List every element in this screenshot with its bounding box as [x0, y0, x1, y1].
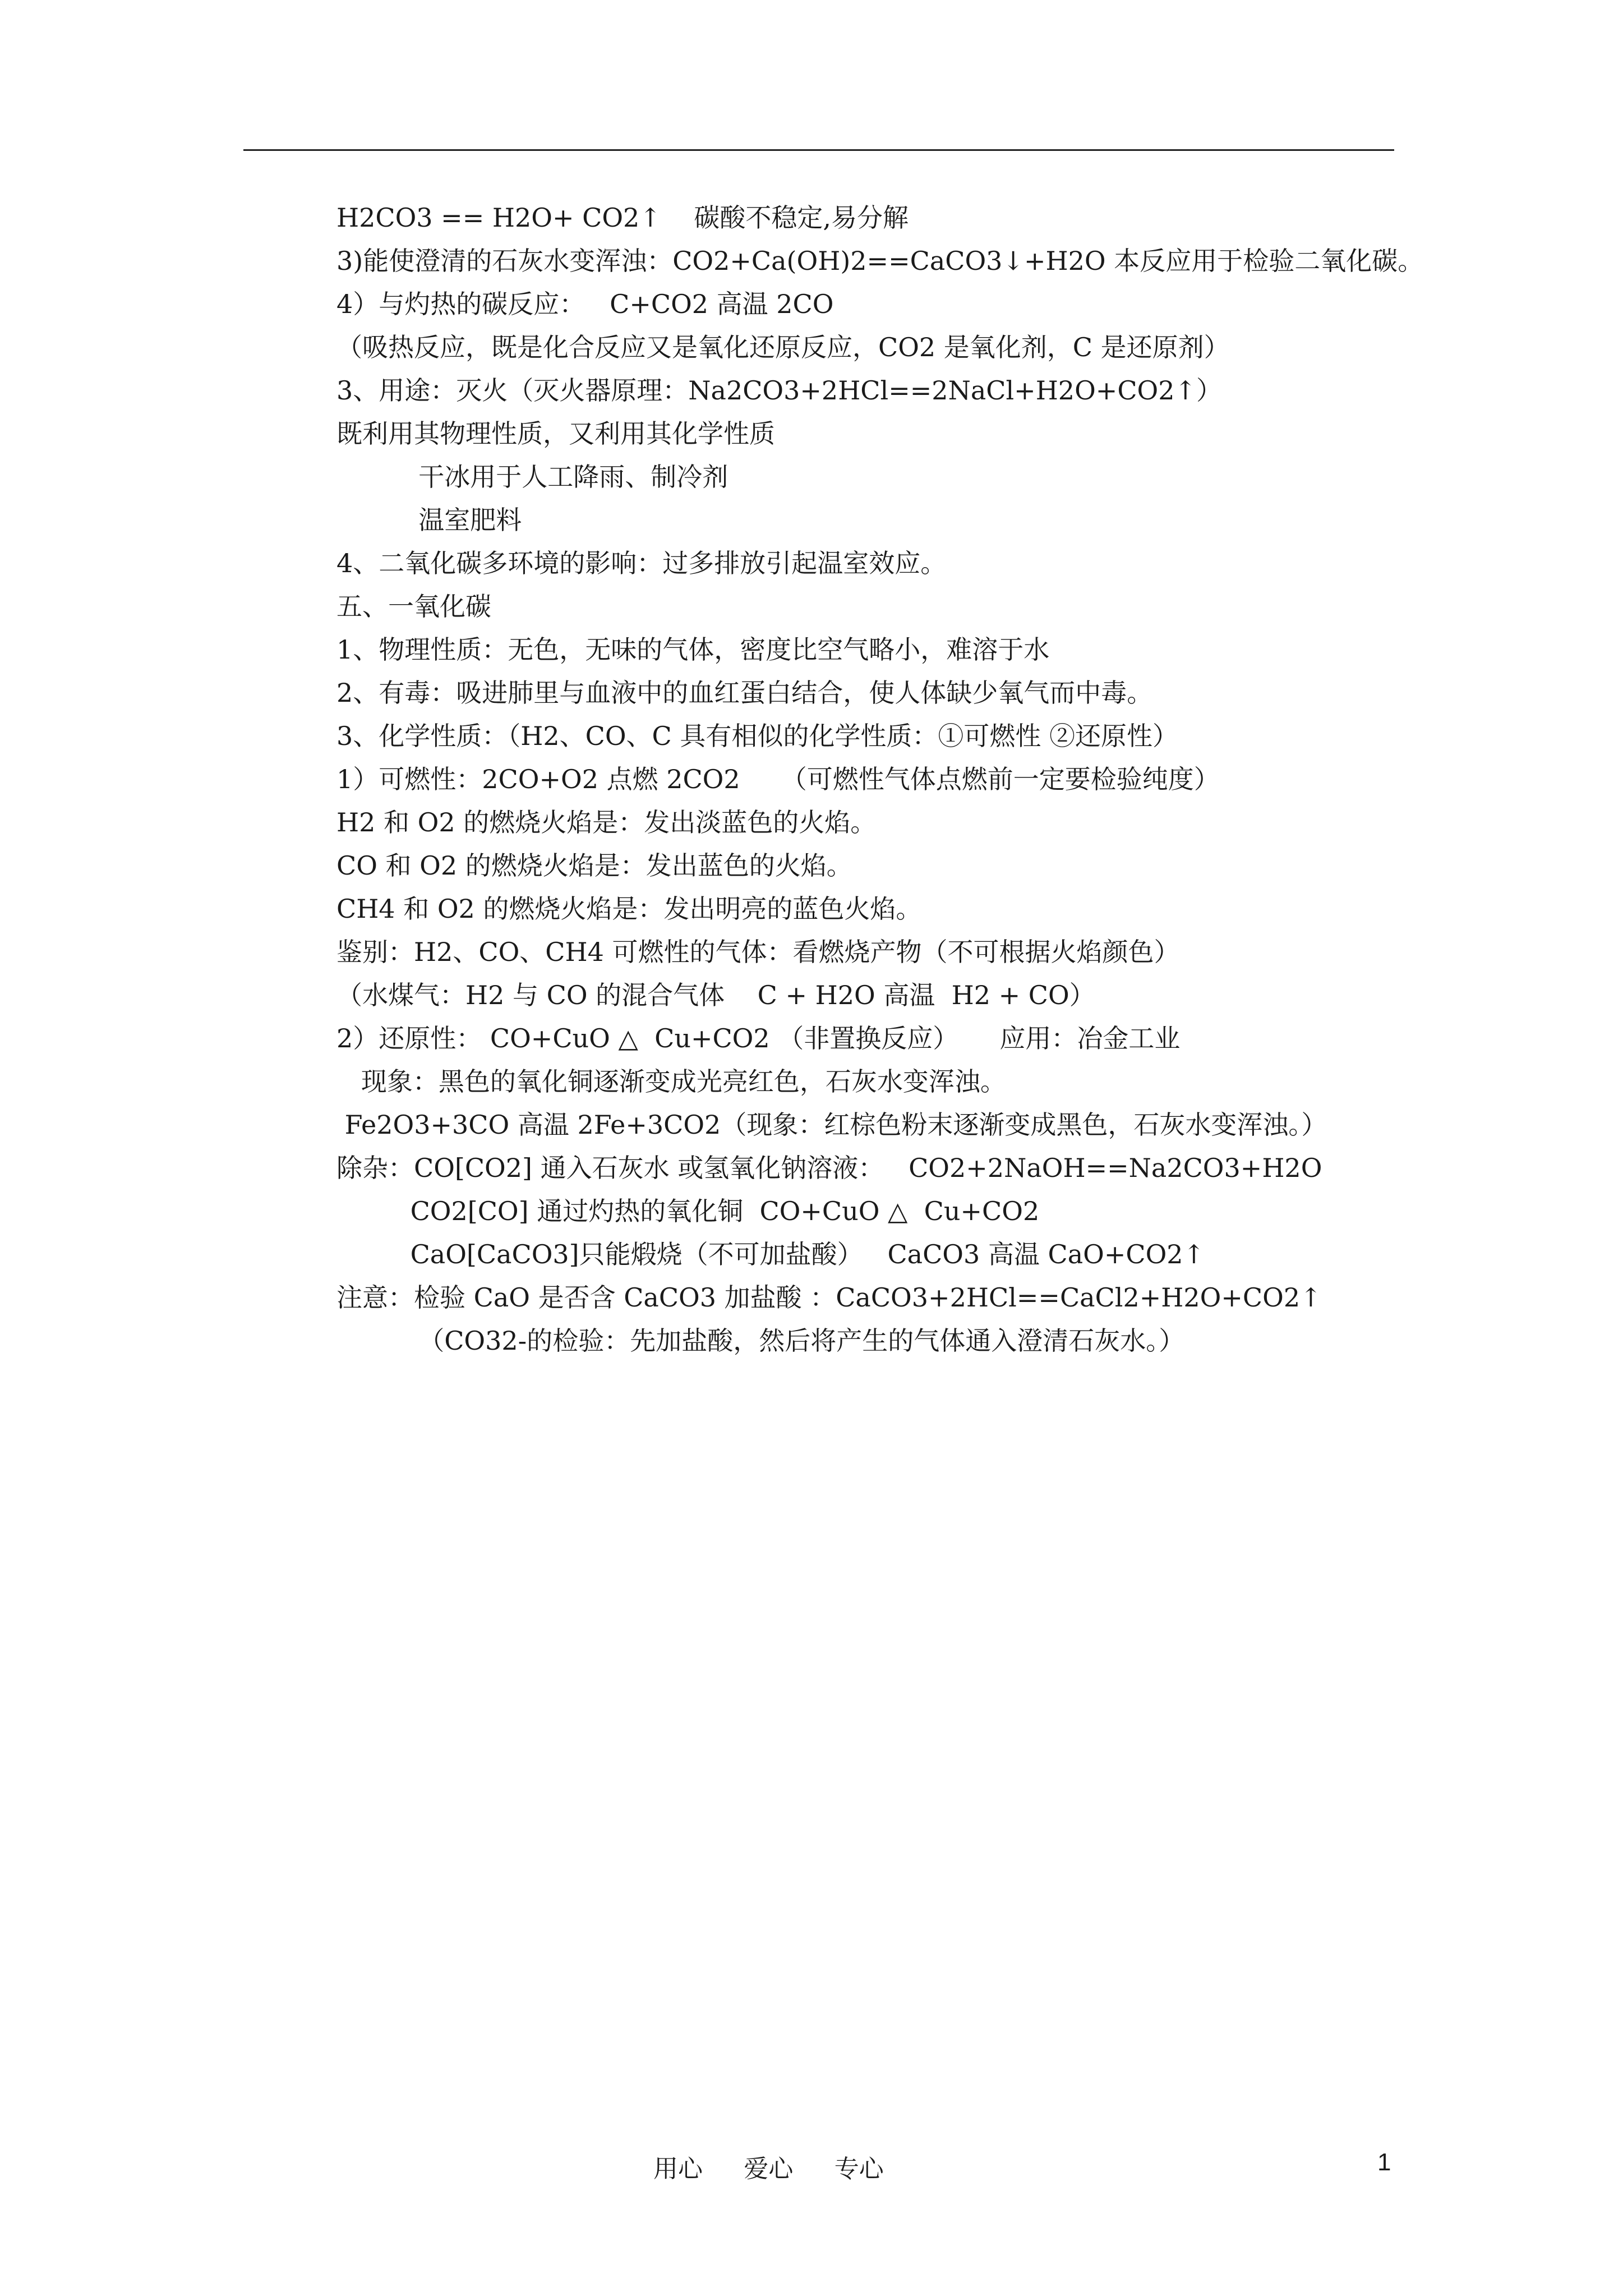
- text-line: （水煤气：H2 与 CO 的混合气体 C + H2O 高温 H2 + CO）: [336, 980, 1095, 1010]
- text-line: （CO32-的检验：先加盐酸，然后将产生的气体通入澄清石灰水。）: [336, 1326, 1185, 1356]
- text-line: 除杂：CO[CO2] 通入石灰水 或氢氧化钠溶液： CO2+2NaOH==Na2CO3+H2O: [336, 1153, 1322, 1183]
- text-line: （吸热反应，既是化合反应又是氧化还原反应，CO2 是氧化剂，C 是还原剂）: [336, 332, 1230, 362]
- text-line: CH4 和 O2 的燃烧火焰是：发出明亮的蓝色火焰。: [336, 894, 922, 924]
- text-line: 4）与灼热的碳反应： C+CO2 高温 2CO: [336, 289, 834, 319]
- section-heading: 五、一氧化碳: [336, 591, 491, 622]
- text-line: H2 和 O2 的燃烧火焰是：发出淡蓝色的火焰。: [336, 807, 877, 838]
- text-line: CO2[CO] 通过灼热的氧化铜 CO+CuO △ Cu+CO2: [336, 1196, 1040, 1226]
- text-line: H2CO3 == H2O+ CO2↑ 碳酸不稳定,易分解: [336, 203, 909, 233]
- text-line: 注意：检验 CaO 是否含 CaCO3 加盐酸 ：CaCO3+2HCl==CaCl2+H2O+CO2↑: [336, 1282, 1322, 1313]
- text-line: 现象：黑色的氧化铜逐渐变成光亮红色，石灰水变浑浊。: [336, 1066, 1006, 1097]
- text-line: 1）可燃性：2CO+O2 点燃 2CO2 （可燃性气体点燃前一定要检验纯度）: [336, 764, 1220, 794]
- text-line: 鉴别：H2、CO、CH4 可燃性的气体：看燃烧产物（不可根据火焰颜色）: [336, 937, 1180, 967]
- text-line: 2）还原性： CO+CuO △ Cu+CO2 （非置换反应） 应用：冶金工业: [336, 1023, 1181, 1053]
- text-line: 干冰用于人工降雨、制冷剂: [336, 462, 728, 492]
- text-line: 既利用其物理性质，又利用其化学性质: [336, 418, 775, 449]
- text-line: CO 和 O2 的燃烧火焰是：发出蓝色的火焰。: [336, 850, 852, 881]
- page-number: 1: [1377, 2148, 1391, 2176]
- text-line: Fe2O3+3CO 高温 2Fe+3CO2（现象：红棕色粉末逐渐变成黑色，石灰水变浑浊。）: [336, 1110, 1327, 1140]
- text-line: 3、用途：灭火（灭火器原理：Na2CO3+2HCl==2NaCl+H2O+CO2↑）: [336, 375, 1223, 406]
- document-body: [336, 196, 1424, 1363]
- text-line: 1、物理性质：无色，无味的气体，密度比空气略小，难溶于水: [336, 634, 1050, 665]
- header-rule: [243, 149, 1394, 151]
- footer-slogan: 用心 爱心 专心: [653, 2155, 884, 2183]
- text-line: 3)能使澄清的石灰水变浑浊：CO2+Ca(OH)2==CaCO3↓+H2O 本反应用于检验二氧化碳。: [336, 246, 1424, 276]
- text-line: 温室肥料: [336, 505, 522, 535]
- text-line: 4、二氧化碳多环境的影响：过多排放引起温室效应。: [336, 548, 947, 578]
- text-line: CaO[CaCO3]只能煅烧（不可加盐酸） CaCO3 高温 CaO+CO2↑: [336, 1239, 1205, 1269]
- text-line: 3、化学性质：（H2、CO、C 具有相似的化学性质：①可燃性 ②还原性）: [336, 721, 1178, 751]
- text-line: 2、有毒：吸进肺里与血液中的血红蛋白结合，使人体缺少氧气而中毒。: [336, 678, 1153, 708]
